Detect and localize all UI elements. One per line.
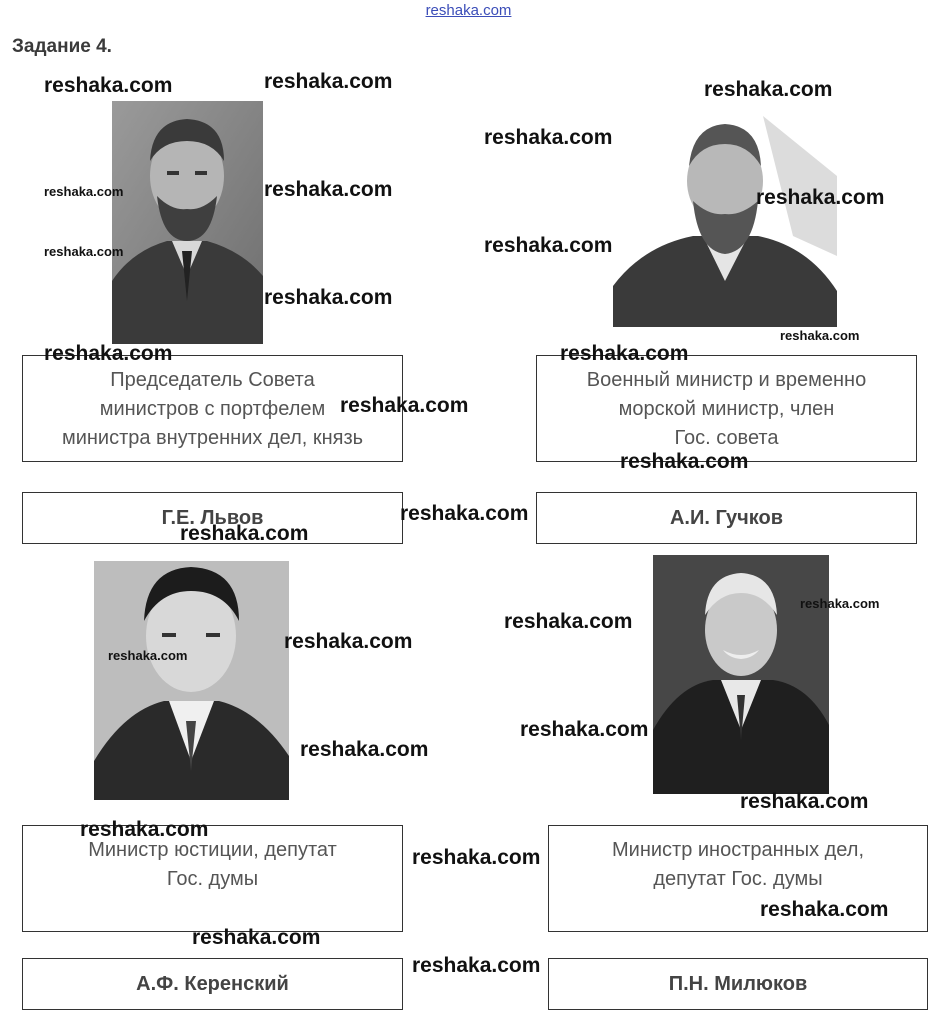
watermark: reshaka.com — [412, 954, 541, 977]
watermark: reshaka.com — [400, 502, 529, 525]
site-link[interactable]: reshaka.com — [425, 2, 512, 19]
description-line: Председатель Совета — [110, 369, 315, 391]
watermark: reshaka.com — [44, 74, 173, 97]
watermark: reshaka.com — [520, 718, 649, 741]
watermark: reshaka.com — [780, 328, 860, 343]
description-card-guchkov — [536, 355, 917, 462]
name-card-kerensky — [22, 958, 403, 1010]
name-card-milyukov — [548, 958, 928, 1010]
watermark: reshaka.com — [264, 286, 393, 309]
watermark: reshaka.com — [300, 738, 429, 761]
person-name: Г.Е. Львов — [161, 506, 264, 529]
watermark: reshaka.com — [264, 178, 393, 201]
watermark: reshaka.com — [180, 522, 309, 545]
portrait-milyukov-image — [653, 555, 829, 794]
portrait-kerensky-image — [94, 561, 289, 800]
portrait-lvov-image — [112, 101, 263, 344]
watermark: reshaka.com — [756, 186, 885, 209]
watermark: reshaka.com — [704, 78, 833, 101]
portrait-guchkov-image — [613, 116, 837, 327]
description-line: Гос. думы — [166, 868, 259, 890]
task-title: Задание 4. — [12, 36, 112, 57]
watermark: reshaka.com — [340, 394, 469, 417]
watermark: reshaka.com — [44, 244, 124, 259]
watermark: reshaka.com — [740, 790, 869, 813]
name-card-guchkov — [536, 492, 917, 544]
description-line: морской министр, член — [618, 398, 835, 420]
person-name: П.Н. Милюков — [668, 972, 808, 995]
watermark: reshaka.com — [504, 610, 633, 633]
watermark: reshaka.com — [192, 926, 321, 949]
description-line: Военный министр и временно — [586, 369, 867, 391]
watermark: reshaka.com — [44, 184, 124, 199]
watermark: reshaka.com — [484, 234, 613, 257]
watermark: reshaka.com — [264, 70, 393, 93]
watermark: reshaka.com — [44, 342, 173, 365]
person-name: А.И. Гучков — [669, 506, 784, 529]
description-line: министров с портфелем — [99, 398, 326, 420]
watermark: reshaka.com — [620, 450, 749, 473]
description-line: Министр иностранных дел, — [611, 839, 864, 861]
watermark: reshaka.com — [412, 846, 541, 869]
description-line: депутат Гос. думы — [653, 868, 823, 890]
description-line: Гос. совета — [674, 427, 779, 449]
watermark: reshaka.com — [108, 648, 188, 663]
watermark: reshaka.com — [560, 342, 689, 365]
watermark: reshaka.com — [284, 630, 413, 653]
watermark: reshaka.com — [80, 818, 209, 841]
watermark: reshaka.com — [760, 898, 889, 921]
description-line: Министр юстиции, депутат — [88, 839, 337, 861]
watermark: reshaka.com — [484, 126, 613, 149]
person-name: А.Ф. Керенский — [136, 972, 289, 995]
watermark: reshaka.com — [800, 596, 880, 611]
description-line: министра внутренних дел, князь — [61, 427, 364, 449]
